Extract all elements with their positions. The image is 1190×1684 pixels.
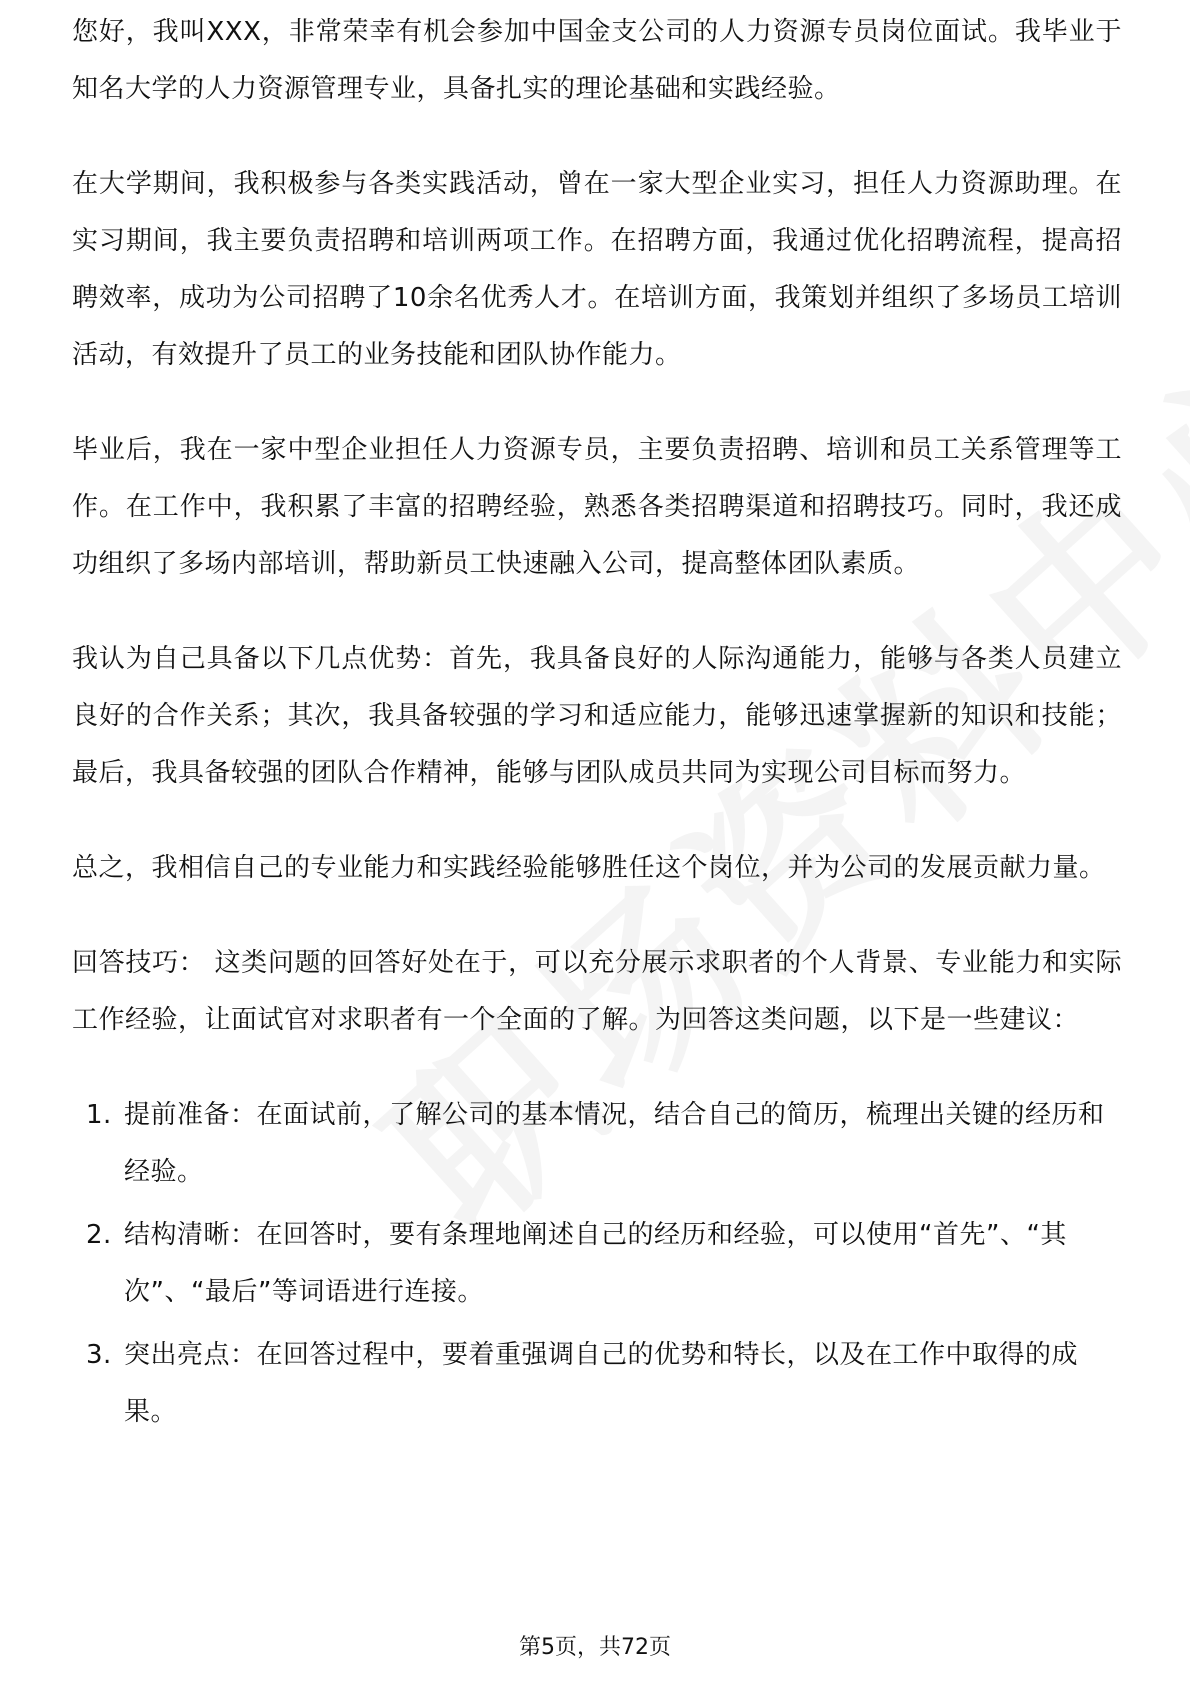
list-item-number: 3. bbox=[86, 1340, 112, 1370]
paragraph-answer-tips: 回答技巧： 这类问题的回答好处在于，可以充分展示求职者的个人背景、专业能力和实际工作经验，让面试官对求职者有一个全面的了解。为回答这类问题，以下是一些建议： bbox=[72, 948, 1122, 1035]
list-item-text: 提前准备：在面试前，了解公司的基本情况，结合自己的简历，梳理出关键的经历和经验。 bbox=[124, 1100, 1105, 1187]
list-item-number: 2. bbox=[86, 1220, 112, 1250]
list-item bbox=[72, 1327, 1122, 1441]
paragraph-work-experience: 毕业后，我在一家中型企业担任人力资源专员，主要负责招聘、培训和员工关系管理等工作。在工作中，我积累了丰富的招聘经验，熟悉各类招聘渠道和招聘技巧。同时，我还成功组织了多场内部培训，帮助新员工快速融入公司，提高整体团队素质。 bbox=[72, 435, 1122, 579]
list-item-text: 突出亮点：在回答过程中，要着重强调自己的优势和特长，以及在工作中取得的成果。 bbox=[124, 1340, 1079, 1427]
paragraph-internship: 在大学期间，我积极参与各类实践活动，曾在一家大型企业实习，担任人力资源助理。在实习期间，我主要负责招聘和培训两项工作。在招聘方面，我通过优化招聘流程，提高招聘效率，成功为公司招聘了10余名优秀人才。在培训方面，我策划并组织了多场员工培训活动，有效提升了员工的业务技能和团队协作能力。 bbox=[72, 169, 1122, 370]
list-item-text: 结构清晰：在回答时，要有条理地阐述自己的经历和经验，可以使用“首先”、“其次”、“最后”等词语进行连接。 bbox=[124, 1220, 1067, 1307]
list-item bbox=[72, 1087, 1122, 1201]
tips-list bbox=[72, 1087, 1122, 1441]
page-number: 第5页，共72页 bbox=[519, 1635, 671, 1660]
list-item bbox=[72, 1207, 1122, 1321]
paragraph-strengths: 我认为自己具备以下几点优势：首先，我具备良好的人际沟通能力，能够与各类人员建立良好的合作关系；其次，我具备较强的学习和适应能力，能够迅速掌握新的知识和技能；最后，我具备较强的团队合作精神，能够与团队成员共同为实现公司目标而努力。 bbox=[72, 644, 1122, 788]
paragraph-conclusion: 总之，我相信自己的专业能力和实践经验能够胜任这个岗位，并为公司的发展贡献力量。 bbox=[72, 853, 1106, 883]
list-item-number: 1. bbox=[86, 1100, 112, 1130]
paragraph-intro: 您好，我叫XXX，非常荣幸有机会参加中国金支公司的人力资源专员岗位面试。我毕业于知名大学的人力资源管理专业，具备扎实的理论基础和实践经验。 bbox=[72, 17, 1122, 104]
main-content bbox=[72, 17, 1122, 1447]
